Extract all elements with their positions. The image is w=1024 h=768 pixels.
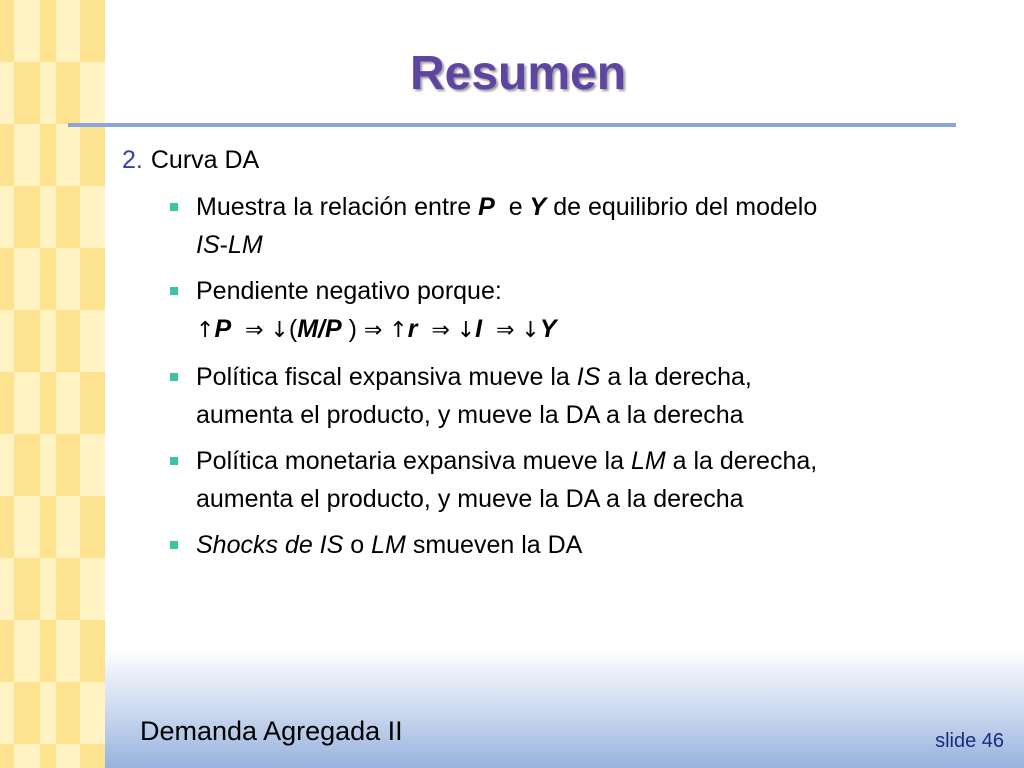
strip-cell (0, 558, 14, 620)
square-bullet-icon (170, 373, 178, 381)
title-rule (68, 123, 956, 127)
strip-cell (80, 310, 105, 372)
strip-cell (56, 620, 80, 682)
decorative-side-strip (0, 0, 105, 768)
strip-cell (56, 744, 80, 768)
strip-cell (56, 248, 80, 310)
strip-column (80, 0, 105, 768)
strip-cell (14, 558, 40, 620)
strip-cell (56, 682, 80, 744)
strip-cell (0, 186, 14, 248)
strip-cell (56, 558, 80, 620)
strip-cell (40, 558, 56, 620)
square-bullet-icon (170, 203, 178, 211)
section-label: Curva DA (150, 146, 260, 174)
square-bullet-icon (170, 541, 178, 549)
strip-cell (14, 620, 40, 682)
strip-cell (80, 434, 105, 496)
strip-cell (14, 744, 40, 768)
strip-cell (80, 372, 105, 434)
strip-cell (0, 496, 14, 558)
square-bullet-icon (170, 457, 178, 465)
strip-cell (56, 372, 80, 434)
strip-cell (0, 682, 14, 744)
strip-cell (80, 558, 105, 620)
up-arrow-icon: ↑ (196, 318, 215, 343)
down-arrow-icon: ↓ (270, 318, 289, 343)
implies-icon: ⇒ (431, 318, 450, 343)
strip-cell (14, 186, 40, 248)
strip-cell (0, 248, 14, 310)
bullet-item-5: Shocks de IS o LM smueven la DA (170, 526, 962, 564)
slide-number: slide 46 (935, 730, 1004, 752)
strip-cell (0, 124, 14, 186)
footer-gradient (105, 648, 1024, 768)
strip-cell (0, 620, 14, 682)
strip-column (56, 0, 80, 768)
strip-cell (14, 434, 40, 496)
strip-cell (40, 496, 56, 558)
section-heading (122, 140, 962, 180)
strip-cell (80, 682, 105, 744)
strip-cell (40, 248, 56, 310)
strip-cell (56, 310, 80, 372)
strip-cell (56, 434, 80, 496)
strip-cell (40, 372, 56, 434)
down-arrow-icon: ↓ (456, 318, 476, 343)
bullet-list (122, 188, 962, 564)
strip-cell (14, 124, 40, 186)
bullet-item-1: Muestra la relación entre P e Y de equilibrio del modelo IS-LM (170, 188, 962, 264)
strip-cell (0, 310, 14, 372)
strip-cell (80, 124, 105, 186)
strip-cell (0, 372, 14, 434)
strip-column (40, 0, 56, 768)
strip-cell (40, 682, 56, 744)
implies-icon: ⇒ (363, 318, 383, 343)
strip-cell (80, 620, 105, 682)
strip-column (0, 0, 14, 768)
implies-icon: ⇒ (496, 318, 515, 343)
strip-cell (80, 248, 105, 310)
slide-content (122, 140, 962, 572)
section-number: 2. (122, 146, 143, 174)
strip-cell (40, 434, 56, 496)
footer-title: Demanda Agregada II (140, 716, 403, 746)
strip-cell (14, 682, 40, 744)
strip-cell (40, 620, 56, 682)
strip-cell (0, 434, 14, 496)
strip-cell (80, 496, 105, 558)
strip-cell (80, 744, 105, 768)
up-arrow-icon: ↑ (389, 318, 408, 343)
strip-column (14, 0, 40, 768)
strip-cell (14, 310, 40, 372)
slide-title: Resumen (409, 47, 627, 100)
strip-cell (14, 372, 40, 434)
strip-cell (56, 496, 80, 558)
strip-cell (56, 186, 80, 248)
strip-cell (80, 186, 105, 248)
strip-cell (56, 124, 80, 186)
strip-cell (14, 496, 40, 558)
strip-cell (40, 124, 56, 186)
bullet-item-3: Política fiscal expansiva mueve la IS a la derecha, aumenta el producto, y mueve la DA a la derecha (170, 358, 962, 434)
bullet-item-4: Política monetaria expansiva mueve la LM a la derecha, aumenta el producto, y mueve la DA a la derecha (170, 442, 962, 518)
square-bullet-icon (170, 287, 178, 295)
down-arrow-icon: ↓ (521, 318, 540, 343)
implies-icon: ⇒ (245, 318, 264, 343)
bullet-item-2: Pendiente negativo porque: ↑P ⇒ ↓(M/P ) ⇒ ↑r ⇒ ↓I ⇒ ↓Y (170, 272, 962, 350)
strip-cell (40, 186, 56, 248)
strip-cell (14, 248, 40, 310)
strip-cell (40, 310, 56, 372)
strip-cell (40, 744, 56, 768)
strip-cell (0, 744, 14, 768)
